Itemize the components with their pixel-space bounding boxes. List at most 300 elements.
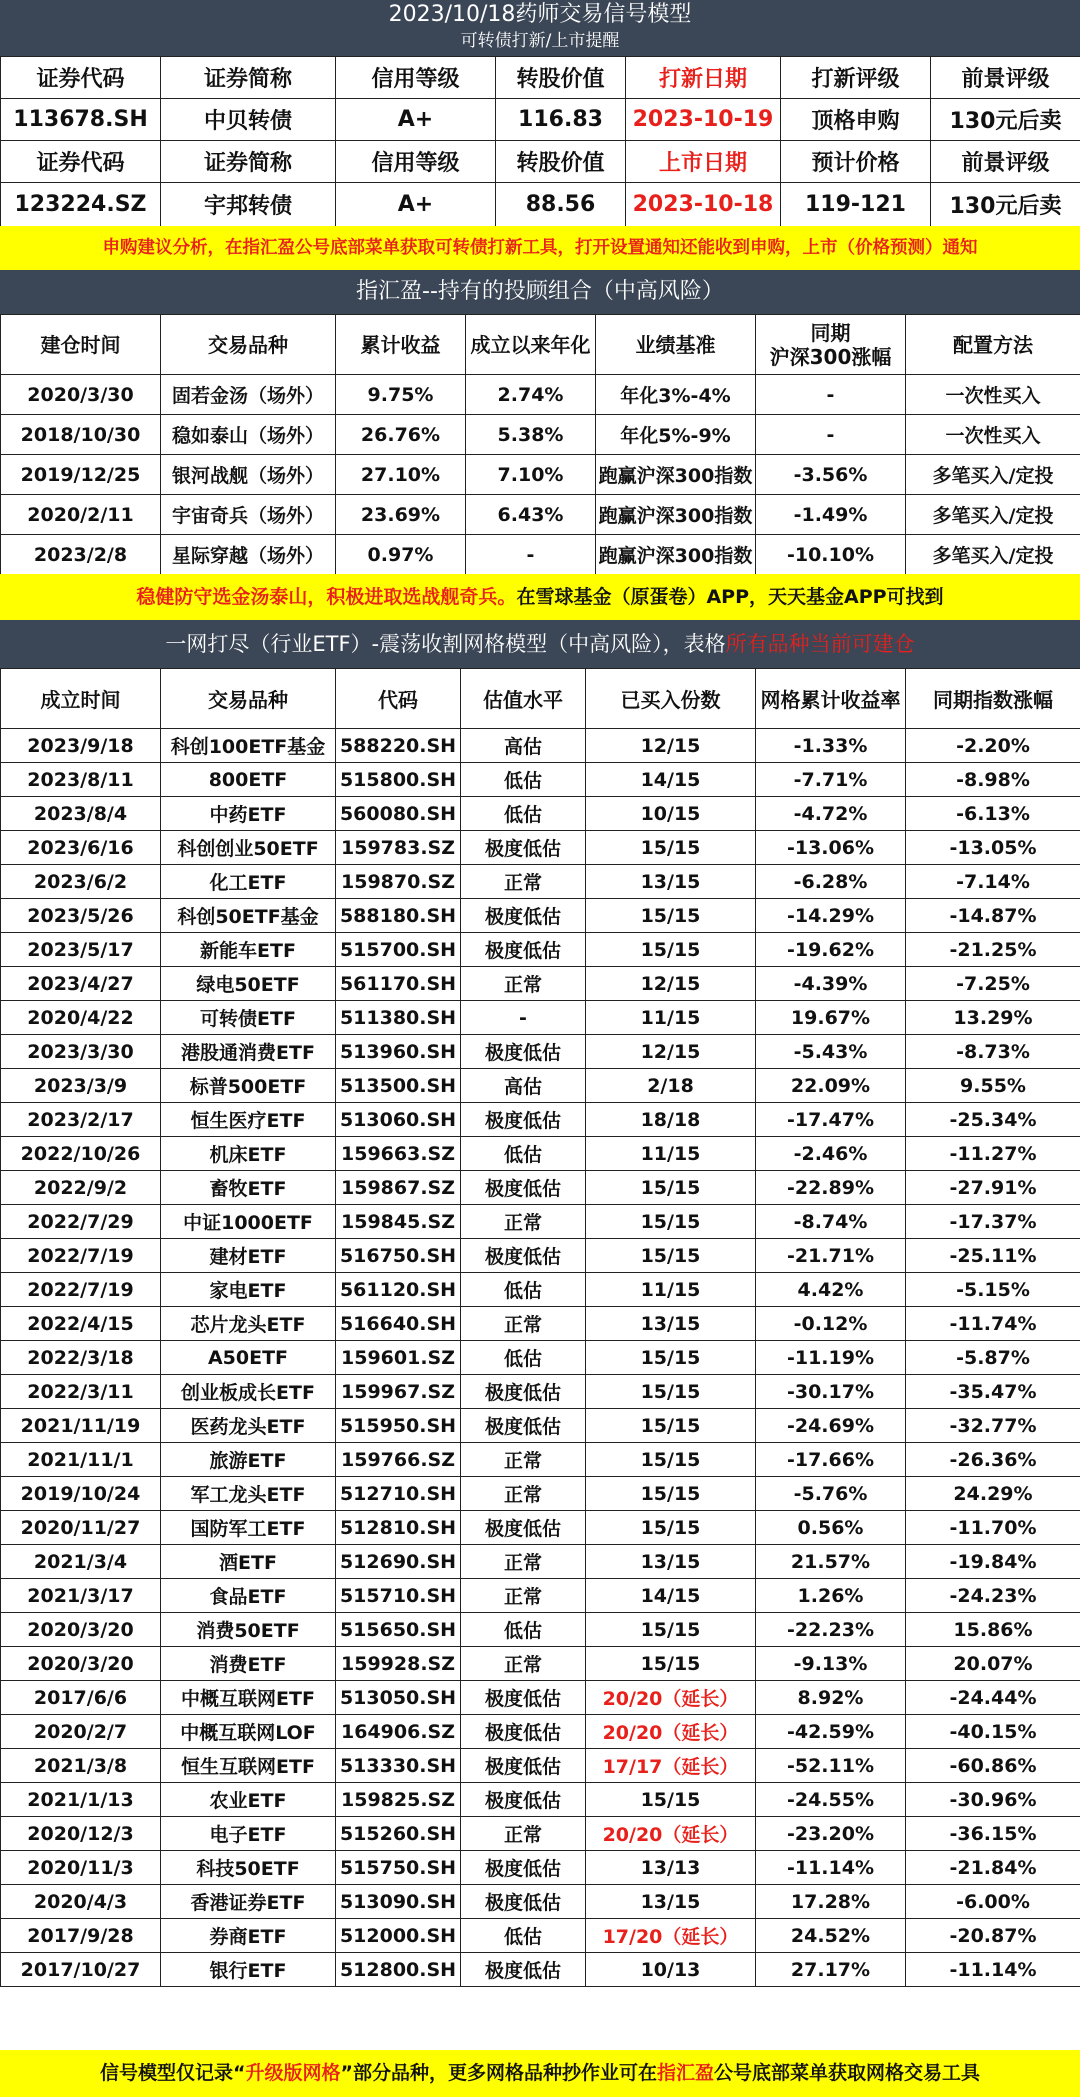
portfolio-row	[1, 455, 1080, 495]
grid-row	[1, 1171, 1080, 1205]
grid-cell: -11.14%	[756, 1851, 906, 1885]
grid-cell: 2023/4/27	[1, 967, 161, 1001]
grid-cell: 低估	[461, 1341, 586, 1375]
portfolio-cell: 23.69%	[336, 495, 466, 535]
grid-cell: 2022/4/15	[1, 1307, 161, 1341]
grid-cell: 高估	[461, 729, 586, 763]
grid-cell: 512000.SH	[336, 1919, 461, 1953]
grid-cell: 22.09%	[756, 1069, 906, 1103]
grid-cell: -7.14%	[906, 865, 1080, 899]
grid-cell: 正常	[461, 1647, 586, 1681]
grid-cell: 极度低估	[461, 1783, 586, 1817]
grid-cell: 家电ETF	[161, 1273, 336, 1307]
portfolio-cell: 0.97%	[336, 535, 466, 575]
notice-bond-tool	[0, 226, 1080, 270]
grid-cell: 159601.SZ	[336, 1341, 461, 1375]
grid-cell: 2020/2/7	[1, 1715, 161, 1749]
grid-cell: 516640.SH	[336, 1307, 461, 1341]
grid-cell: 159766.SZ	[336, 1443, 461, 1477]
grid-cell: -25.34%	[906, 1103, 1080, 1137]
grid-cell: -14.29%	[756, 899, 906, 933]
portfolio-row	[1, 375, 1080, 415]
grid-header-cell: 网格累计收益率	[756, 669, 906, 729]
portfolio-cell: 5.38%	[466, 415, 596, 455]
grid-row	[1, 1579, 1080, 1613]
grid-cell: -21.71%	[756, 1239, 906, 1273]
portfolio-header-cell: 业绩基准	[596, 315, 756, 375]
grid-row	[1, 1239, 1080, 1273]
grid-cell: 农业ETF	[161, 1783, 336, 1817]
grid-cell: 2022/10/26	[1, 1137, 161, 1171]
bond-header-cell: 打新评级	[781, 57, 931, 99]
footer-text-3: 公号底部菜单获取网格交易工具	[714, 2062, 981, 2084]
grid-cell: 2022/7/29	[1, 1205, 161, 1239]
grid-cell: 15/15	[586, 1511, 756, 1545]
grid-cell: 515260.SH	[336, 1817, 461, 1851]
notice-bond-tool-text: 申购建议分析，在指汇盈公号底部菜单获取可转债打新工具，打开设置通知还能收到申购，上市（价格预测）通知	[102, 238, 978, 258]
grid-cell: 12/15	[586, 1035, 756, 1069]
grid-cell: 159783.SZ	[336, 831, 461, 865]
grid-cell: -17.66%	[756, 1443, 906, 1477]
grid-cell: -23.20%	[756, 1817, 906, 1851]
grid-cell: 14/15	[586, 763, 756, 797]
bond-cell: 130元后卖	[931, 183, 1080, 227]
grid-cell: -2.20%	[906, 729, 1080, 763]
grid-cell: -26.36%	[906, 1443, 1080, 1477]
grid-cell: 513500.SH	[336, 1069, 461, 1103]
grid-row	[1, 1715, 1080, 1749]
grid-cell: 15/15	[586, 1171, 756, 1205]
grid-cell: A50ETF	[161, 1341, 336, 1375]
grid-row	[1, 1919, 1080, 1953]
grid-cell: 20.07%	[906, 1647, 1080, 1681]
grid-row	[1, 1783, 1080, 1817]
grid-header-cell: 成立时间	[1, 669, 161, 729]
grid-row	[1, 933, 1080, 967]
grid-cell: 可转债ETF	[161, 1001, 336, 1035]
portfolio-cell: 2018/10/30	[1, 415, 161, 455]
grid-row	[1, 1205, 1080, 1239]
grid-cell: -6.00%	[906, 1885, 1080, 1919]
grid-row	[1, 967, 1080, 1001]
grid-cell: 2020/4/3	[1, 1885, 161, 1919]
grid-cell: 159663.SZ	[336, 1137, 461, 1171]
grid-cell: 513960.SH	[336, 1035, 461, 1069]
grid-cell: 2023/3/30	[1, 1035, 161, 1069]
portfolio-cell: -10.10%	[756, 535, 906, 575]
grid-cell: 516750.SH	[336, 1239, 461, 1273]
grid-cell: -11.74%	[906, 1307, 1080, 1341]
grid-cell: 159867.SZ	[336, 1171, 461, 1205]
grid-cell: 24.52%	[756, 1919, 906, 1953]
grid-cell: 2022/7/19	[1, 1239, 161, 1273]
grid-cell: 8.92%	[756, 1681, 906, 1715]
grid-cell: 2021/11/19	[1, 1409, 161, 1443]
grid-cell: 极度低估	[461, 1851, 586, 1885]
grid-row	[1, 1885, 1080, 1919]
page-subtitle: 可转债打新/上市提醒	[460, 31, 620, 51]
page-title: 2023/10/18药师交易信号模型	[388, 2, 692, 27]
grid-cell: 15/15	[586, 1375, 756, 1409]
grid-cell: 2017/6/6	[1, 1681, 161, 1715]
grid-cell: 515950.SH	[336, 1409, 461, 1443]
grid-cell: 极度低估	[461, 1511, 586, 1545]
portfolio-header-row	[1, 315, 1080, 375]
bond-cell: 130元后卖	[931, 99, 1080, 141]
grid-cell: -8.74%	[756, 1205, 906, 1239]
portfolio-cell: 银河战舰（场外）	[161, 455, 336, 495]
grid-row	[1, 1511, 1080, 1545]
grid-cell: -21.25%	[906, 933, 1080, 967]
grid-cell: 2023/3/9	[1, 1069, 161, 1103]
grid-cell: 2020/12/3	[1, 1817, 161, 1851]
portfolio-header-cell: 同期 沪深300涨幅	[756, 315, 906, 375]
grid-header-cell: 同期指数涨幅	[906, 669, 1080, 729]
portfolio-row	[1, 535, 1080, 575]
footer-text-2: ”部分品种，更多网格品种抄作业可在	[340, 2062, 657, 2084]
grid-cell: -22.23%	[756, 1613, 906, 1647]
grid-header-cell: 已买入份数	[586, 669, 756, 729]
grid-cell: -60.86%	[906, 1749, 1080, 1783]
grid-cell: 2019/10/24	[1, 1477, 161, 1511]
grid-cell: -4.72%	[756, 797, 906, 831]
grid-cell: 中概互联网ETF	[161, 1681, 336, 1715]
grid-row	[1, 1035, 1080, 1069]
grid-cell: 极度低估	[461, 1409, 586, 1443]
grid-cell: -11.19%	[756, 1341, 906, 1375]
notice-portfolio-red: 稳健防守选金汤泰山，积极进取选战舰奇兵。	[136, 586, 517, 608]
portfolio-cell: 宇宙奇兵（场外）	[161, 495, 336, 535]
grid-cell: 15/15	[586, 933, 756, 967]
grid-cell: 科创50ETF基金	[161, 899, 336, 933]
grid-cell: 极度低估	[461, 1681, 586, 1715]
portfolio-header-cell: 交易品种	[161, 315, 336, 375]
grid-cell: 9.55%	[906, 1069, 1080, 1103]
portfolio-cell: 跑赢沪深300指数	[596, 495, 756, 535]
grid-cell: -4.39%	[756, 967, 906, 1001]
grid-cell: 12/15	[586, 729, 756, 763]
grid-header-row	[1, 669, 1080, 729]
grid-cell: 17.28%	[756, 1885, 906, 1919]
portfolio-cell: 多笔买入/定投	[906, 495, 1080, 535]
portfolio-cell: 6.43%	[466, 495, 596, 535]
grid-cell: 2017/10/27	[1, 1953, 161, 1987]
grid-cell: -5.87%	[906, 1341, 1080, 1375]
grid-cell: 化工ETF	[161, 865, 336, 899]
grid-cell: 极度低估	[461, 1171, 586, 1205]
grid-cell: 560080.SH	[336, 797, 461, 831]
portfolio-row	[1, 415, 1080, 455]
grid-title: 一网打尽（行业ETF）-震荡收割网格模型（中高风险），表格	[165, 632, 726, 656]
grid-cell: -1.33%	[756, 729, 906, 763]
grid-cell: 香港证券ETF	[161, 1885, 336, 1919]
portfolio-cell: 2.74%	[466, 375, 596, 415]
grid-cell: 513330.SH	[336, 1749, 461, 1783]
grid-cell: -24.44%	[906, 1681, 1080, 1715]
grid-row	[1, 1341, 1080, 1375]
grid-cell: -14.87%	[906, 899, 1080, 933]
grid-cell: 标普500ETF	[161, 1069, 336, 1103]
grid-cell: -24.23%	[906, 1579, 1080, 1613]
bond-header-row	[1, 57, 1080, 99]
grid-row	[1, 797, 1080, 831]
grid-cell: -40.15%	[906, 1715, 1080, 1749]
grid-cell: 正常	[461, 1477, 586, 1511]
portfolio-cell: 27.10%	[336, 455, 466, 495]
grid-cell: 中概互联网LOF	[161, 1715, 336, 1749]
bond-header-cell: 转股价值	[496, 141, 626, 183]
portfolio-cell: 2020/2/11	[1, 495, 161, 535]
grid-cell: 2022/3/18	[1, 1341, 161, 1375]
portfolio-row	[1, 495, 1080, 535]
grid-cell: 20/20（延长）	[586, 1681, 756, 1715]
grid-cell: 军工龙头ETF	[161, 1477, 336, 1511]
bond-header-cell: 前景评级	[931, 57, 1080, 99]
grid-title-red: 所有品种当前可建仓	[725, 632, 915, 656]
portfolio-cell: 2023/2/8	[1, 535, 161, 575]
grid-cell: 中证1000ETF	[161, 1205, 336, 1239]
grid-cell: 13/15	[586, 1307, 756, 1341]
bond-header-cell: 预计价格	[781, 141, 931, 183]
grid-cell: 2023/6/2	[1, 865, 161, 899]
portfolio-header-cell: 建仓时间	[1, 315, 161, 375]
bond-cell: 113678.SH	[1, 99, 161, 141]
bond-cell: 顶格申购	[781, 99, 931, 141]
grid-cell: 13/15	[586, 1545, 756, 1579]
bond-data-row	[1, 183, 1080, 227]
grid-cell: -27.91%	[906, 1171, 1080, 1205]
grid-cell: -19.62%	[756, 933, 906, 967]
grid-cell: 低估	[461, 1273, 586, 1307]
grid-cell: -30.96%	[906, 1783, 1080, 1817]
portfolio-cell: 2020/3/30	[1, 375, 161, 415]
grid-table	[0, 668, 1080, 1987]
grid-cell: -7.71%	[756, 763, 906, 797]
grid-cell: 18/18	[586, 1103, 756, 1137]
grid-cell: 15/15	[586, 1443, 756, 1477]
bond-header-cell: 信用等级	[336, 141, 496, 183]
bond-cell: 2023-10-18	[626, 183, 781, 227]
footer-text-brand: 指汇盈	[656, 2062, 714, 2084]
portfolio-cell: 星际穿越（场外）	[161, 535, 336, 575]
bond-cell: 123224.SZ	[1, 183, 161, 227]
grid-cell: 极度低估	[461, 1715, 586, 1749]
bond-cell: 中贝转债	[161, 99, 336, 141]
bond-cell: 2023-10-19	[626, 99, 781, 141]
grid-cell: 低估	[461, 1919, 586, 1953]
bond-data-row	[1, 99, 1080, 141]
grid-cell: 561120.SH	[336, 1273, 461, 1307]
bond-header-cell: 转股价值	[496, 57, 626, 99]
grid-cell: 极度低估	[461, 899, 586, 933]
bond-cell: 88.56	[496, 183, 626, 227]
grid-cell: 极度低估	[461, 1749, 586, 1783]
grid-cell: 0.56%	[756, 1511, 906, 1545]
grid-cell: -21.84%	[906, 1851, 1080, 1885]
grid-cell: 畜牧ETF	[161, 1171, 336, 1205]
grid-cell: -25.11%	[906, 1239, 1080, 1273]
grid-cell: 24.29%	[906, 1477, 1080, 1511]
grid-cell: 12/15	[586, 967, 756, 1001]
grid-cell: -9.13%	[756, 1647, 906, 1681]
grid-row	[1, 1409, 1080, 1443]
grid-cell: 1.26%	[756, 1579, 906, 1613]
bond-header-cell: 证券代码	[1, 57, 161, 99]
grid-cell: 511380.SH	[336, 1001, 461, 1035]
grid-cell: 极度低估	[461, 1375, 586, 1409]
grid-cell: 15/15	[586, 1613, 756, 1647]
footer-text-highlight: 升级版网格	[245, 2062, 341, 2084]
grid-cell: 科技50ETF	[161, 1851, 336, 1885]
grid-row	[1, 1443, 1080, 1477]
grid-cell: 515800.SH	[336, 763, 461, 797]
grid-banner	[0, 620, 1080, 668]
grid-header-cell: 交易品种	[161, 669, 336, 729]
grid-cell: 4.42%	[756, 1273, 906, 1307]
grid-cell: 17/17（延长）	[586, 1749, 756, 1783]
grid-cell: 515710.SH	[336, 1579, 461, 1613]
grid-cell: -24.55%	[756, 1783, 906, 1817]
grid-cell: -36.15%	[906, 1817, 1080, 1851]
grid-cell: -13.05%	[906, 831, 1080, 865]
grid-cell: 2023/8/4	[1, 797, 161, 831]
grid-cell: 银行ETF	[161, 1953, 336, 1987]
portfolio-cell: 年化3%-4%	[596, 375, 756, 415]
grid-cell: 15.86%	[906, 1613, 1080, 1647]
portfolio-banner	[0, 270, 1080, 314]
grid-cell: 消费50ETF	[161, 1613, 336, 1647]
grid-cell: 588180.SH	[336, 899, 461, 933]
grid-cell: -13.06%	[756, 831, 906, 865]
bond-header-cell: 前景评级	[931, 141, 1080, 183]
grid-cell: 极度低估	[461, 831, 586, 865]
grid-cell: 绿电50ETF	[161, 967, 336, 1001]
bond-header-cell: 上市日期	[626, 141, 781, 183]
grid-cell: 2023/2/17	[1, 1103, 161, 1137]
grid-cell: 512800.SH	[336, 1953, 461, 1987]
grid-cell: 159928.SZ	[336, 1647, 461, 1681]
grid-cell: 15/15	[586, 1409, 756, 1443]
grid-cell: 2020/11/3	[1, 1851, 161, 1885]
grid-cell: -24.69%	[756, 1409, 906, 1443]
grid-cell: 15/15	[586, 1239, 756, 1273]
portfolio-header-cell: 配置方法	[906, 315, 1080, 375]
bond-header-cell: 证券代码	[1, 141, 161, 183]
portfolio-cell: -3.56%	[756, 455, 906, 495]
grid-cell: 15/15	[586, 831, 756, 865]
grid-cell: -11.14%	[906, 1953, 1080, 1987]
grid-cell: 27.17%	[756, 1953, 906, 1987]
portfolio-cell: 稳如泰山（场外）	[161, 415, 336, 455]
grid-cell: 低估	[461, 1613, 586, 1647]
grid-cell: 正常	[461, 865, 586, 899]
grid-cell: -11.70%	[906, 1511, 1080, 1545]
portfolio-cell: 9.75%	[336, 375, 466, 415]
grid-cell: 159967.SZ	[336, 1375, 461, 1409]
grid-row	[1, 1069, 1080, 1103]
grid-cell: 13/15	[586, 865, 756, 899]
grid-cell: 588220.SH	[336, 729, 461, 763]
grid-cell: 2021/1/13	[1, 1783, 161, 1817]
portfolio-title: 指汇盈--持有的投顾组合（中高风险）	[356, 279, 724, 304]
grid-cell: 券商ETF	[161, 1919, 336, 1953]
grid-cell: 中药ETF	[161, 797, 336, 831]
grid-cell: 极度低估	[461, 1035, 586, 1069]
grid-cell: 旅游ETF	[161, 1443, 336, 1477]
grid-cell: 2023/6/16	[1, 831, 161, 865]
grid-row	[1, 1545, 1080, 1579]
grid-cell: 低估	[461, 763, 586, 797]
grid-cell: 新能车ETF	[161, 933, 336, 967]
portfolio-cell: 一次性买入	[906, 415, 1080, 455]
grid-cell: 21.57%	[756, 1545, 906, 1579]
bond-header-cell: 信用等级	[336, 57, 496, 99]
grid-cell: 159825.SZ	[336, 1783, 461, 1817]
grid-cell: 建材ETF	[161, 1239, 336, 1273]
grid-cell: 13/13	[586, 1851, 756, 1885]
grid-cell: -5.76%	[756, 1477, 906, 1511]
grid-cell: 513060.SH	[336, 1103, 461, 1137]
bond-cell: 宇邦转债	[161, 183, 336, 227]
grid-cell: 10/13	[586, 1953, 756, 1987]
grid-cell: -11.27%	[906, 1137, 1080, 1171]
grid-cell: -8.73%	[906, 1035, 1080, 1069]
grid-cell: 医药龙头ETF	[161, 1409, 336, 1443]
grid-cell: 高估	[461, 1069, 586, 1103]
grid-row	[1, 1137, 1080, 1171]
grid-cell: 512690.SH	[336, 1545, 461, 1579]
grid-cell: -35.47%	[906, 1375, 1080, 1409]
portfolio-cell: 7.10%	[466, 455, 596, 495]
grid-cell: 正常	[461, 1443, 586, 1477]
portfolio-cell: 跑赢沪深300指数	[596, 455, 756, 495]
grid-cell: 2022/7/19	[1, 1273, 161, 1307]
grid-cell: 2020/4/22	[1, 1001, 161, 1035]
grid-cell: 港股通消费ETF	[161, 1035, 336, 1069]
grid-cell: 电子ETF	[161, 1817, 336, 1851]
grid-cell: -20.87%	[906, 1919, 1080, 1953]
grid-cell: 11/15	[586, 1273, 756, 1307]
grid-cell: 19.67%	[756, 1001, 906, 1035]
grid-header-cell: 代码	[336, 669, 461, 729]
grid-cell: 15/15	[586, 1647, 756, 1681]
grid-cell: 2022/3/11	[1, 1375, 161, 1409]
grid-cell: 食品ETF	[161, 1579, 336, 1613]
portfolio-cell: 一次性买入	[906, 375, 1080, 415]
bond-header-cell: 证券简称	[161, 57, 336, 99]
grid-cell: 2020/11/27	[1, 1511, 161, 1545]
grid-cell: 2021/3/4	[1, 1545, 161, 1579]
grid-cell: 极度低估	[461, 1103, 586, 1137]
grid-cell: -32.77%	[906, 1409, 1080, 1443]
portfolio-header-cell: 累计收益	[336, 315, 466, 375]
portfolio-cell: 年化5%-9%	[596, 415, 756, 455]
grid-cell: 15/15	[586, 1205, 756, 1239]
grid-cell: 芯片龙头ETF	[161, 1307, 336, 1341]
grid-cell: 13/15	[586, 1885, 756, 1919]
grid-row	[1, 1681, 1080, 1715]
grid-cell: 2020/3/20	[1, 1647, 161, 1681]
grid-row	[1, 1647, 1080, 1681]
grid-cell: 极度低估	[461, 933, 586, 967]
portfolio-cell: -	[466, 535, 596, 575]
grid-cell: 极度低估	[461, 1885, 586, 1919]
bond-table	[0, 56, 1080, 227]
grid-cell: -42.59%	[756, 1715, 906, 1749]
bond-cell: A+	[336, 183, 496, 227]
grid-cell: 800ETF	[161, 763, 336, 797]
grid-cell: 2023/8/11	[1, 763, 161, 797]
